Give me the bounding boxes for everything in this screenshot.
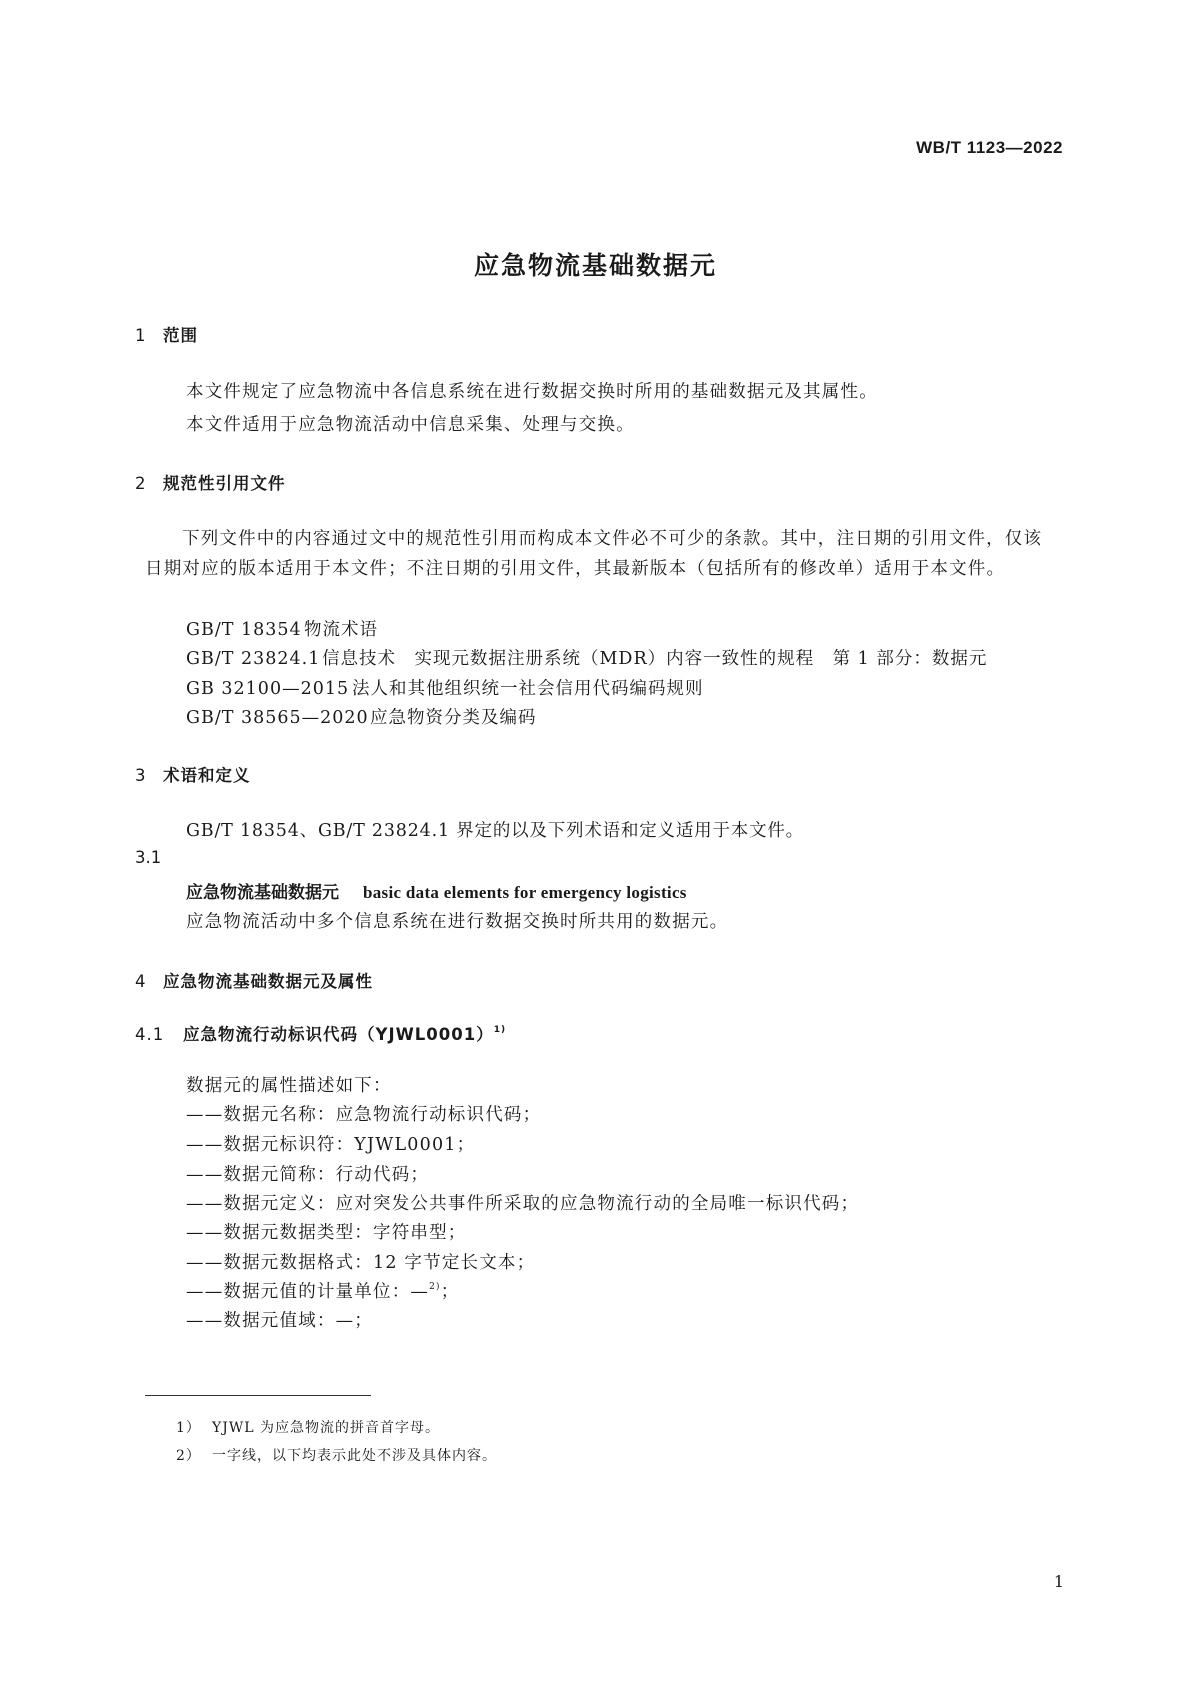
- attribute-text: ——数据元值的计量单位：—: [186, 1282, 430, 1302]
- attribute-item: ——数据元定义：应对突发公共事件所采取的应急物流行动的全局唯一标识代码；: [186, 1194, 860, 1214]
- section-title: 术语和定义: [163, 766, 251, 785]
- attribute-item: [186, 1278, 459, 1303]
- reference-title: 法人和其他组织统一社会信用代码编码规则: [352, 679, 704, 699]
- reference-title: 物流术语: [304, 620, 378, 640]
- section-2-heading: [135, 470, 286, 494]
- paragraph: 本文件适用于应急物流活动中信息采集、处理与交换。: [186, 415, 635, 435]
- footnote-ref: 2): [429, 1282, 441, 1292]
- attribute-item: ——数据元简称：行动代码；: [186, 1165, 430, 1185]
- reference-code: GB/T 18354: [186, 620, 302, 640]
- footnote-text: YJWL 为应急物流的拼音首字母。: [212, 1420, 440, 1436]
- term-definition: 应急物流活动中多个信息系统在进行数据交换时所共用的数据元。: [186, 912, 729, 932]
- section-4-heading: [135, 968, 373, 992]
- reference-code: GB 32100—2015: [186, 679, 350, 699]
- subsection-title: 应急物流行动标识代码（YJWL0001）: [183, 1025, 494, 1044]
- section-title: 范围: [163, 326, 198, 345]
- subsection-number: 4.1: [135, 1025, 165, 1044]
- term-number: 3.1: [135, 848, 162, 867]
- footnote: [176, 1417, 440, 1437]
- attribute-item: ——数据元标识符：YJWL0001；: [186, 1135, 476, 1155]
- paragraph: GB/T 18354、GB/T 23824.1 界定的以及下列术语和定义适用于本文件。: [186, 821, 804, 841]
- footnote-number: 1）: [176, 1420, 201, 1436]
- section-1-heading: [135, 322, 198, 346]
- footnote-divider: [145, 1395, 371, 1396]
- section-number: 2: [135, 474, 147, 493]
- attribute-item: ——数据元名称：应急物流行动标识代码；: [186, 1105, 542, 1125]
- footnote-text: 一字线，以下均表示此处不涉及具体内容。: [212, 1448, 497, 1464]
- attribute-punct: ；: [440, 1282, 460, 1302]
- document-title: 应急物流基础数据元: [473, 251, 717, 280]
- attribute-item: ——数据元数据格式：12 字节定长文本；: [186, 1253, 536, 1273]
- reference-item: [186, 616, 378, 641]
- footnote-ref: 1): [493, 1025, 507, 1035]
- section-number: 3: [135, 766, 147, 785]
- reference-code: GB/T 23824.1: [186, 649, 321, 669]
- term-chinese: 应急物流基础数据元: [186, 883, 339, 903]
- section-title: 规范性引用文件: [163, 474, 286, 493]
- standard-code: WB/T 1123—2022: [916, 138, 1063, 157]
- section-number: 4: [135, 972, 147, 991]
- page-number: 1: [1053, 1572, 1064, 1591]
- reference-code: GB/T 38565—2020: [186, 708, 369, 728]
- term-entry: [186, 878, 687, 903]
- reference-title: 应急物资分类及编码: [370, 708, 537, 728]
- reference-item: [186, 645, 987, 670]
- reference-title: 信息技术 实现元数据注册系统（MDR）内容一致性的规程 第 1 部分：数据元: [322, 649, 988, 669]
- attribute-item: ——数据元数据类型：字符串型；: [186, 1223, 467, 1243]
- section-3-heading: [135, 762, 251, 786]
- attribute-item: ——数据元值域：—；: [186, 1311, 373, 1331]
- paragraph: 下列文件中的内容通过文中的规范性引用而构成本文件必不可少的条款。其中，注日期的引用文件，仅该日期对应的版本适用于本文件；不注日期的引用文件，其最新版本（包括所有的修改单）适用于本文件。: [145, 529, 1043, 579]
- subsection-4-1-heading: [135, 1021, 506, 1045]
- reference-item: [186, 704, 537, 729]
- reference-item: [186, 675, 704, 700]
- section-title: 应急物流基础数据元及属性: [163, 972, 373, 991]
- term-english: basic data elements for emergency logistics: [363, 883, 687, 902]
- footnote: [176, 1445, 497, 1465]
- paragraph: 本文件规定了应急物流中各信息系统在进行数据交换时所用的基础数据元及其属性。: [186, 382, 878, 402]
- section-number: 1: [135, 326, 147, 345]
- paragraph: 数据元的属性描述如下：: [186, 1076, 392, 1096]
- footnote-number: 2）: [176, 1448, 201, 1464]
